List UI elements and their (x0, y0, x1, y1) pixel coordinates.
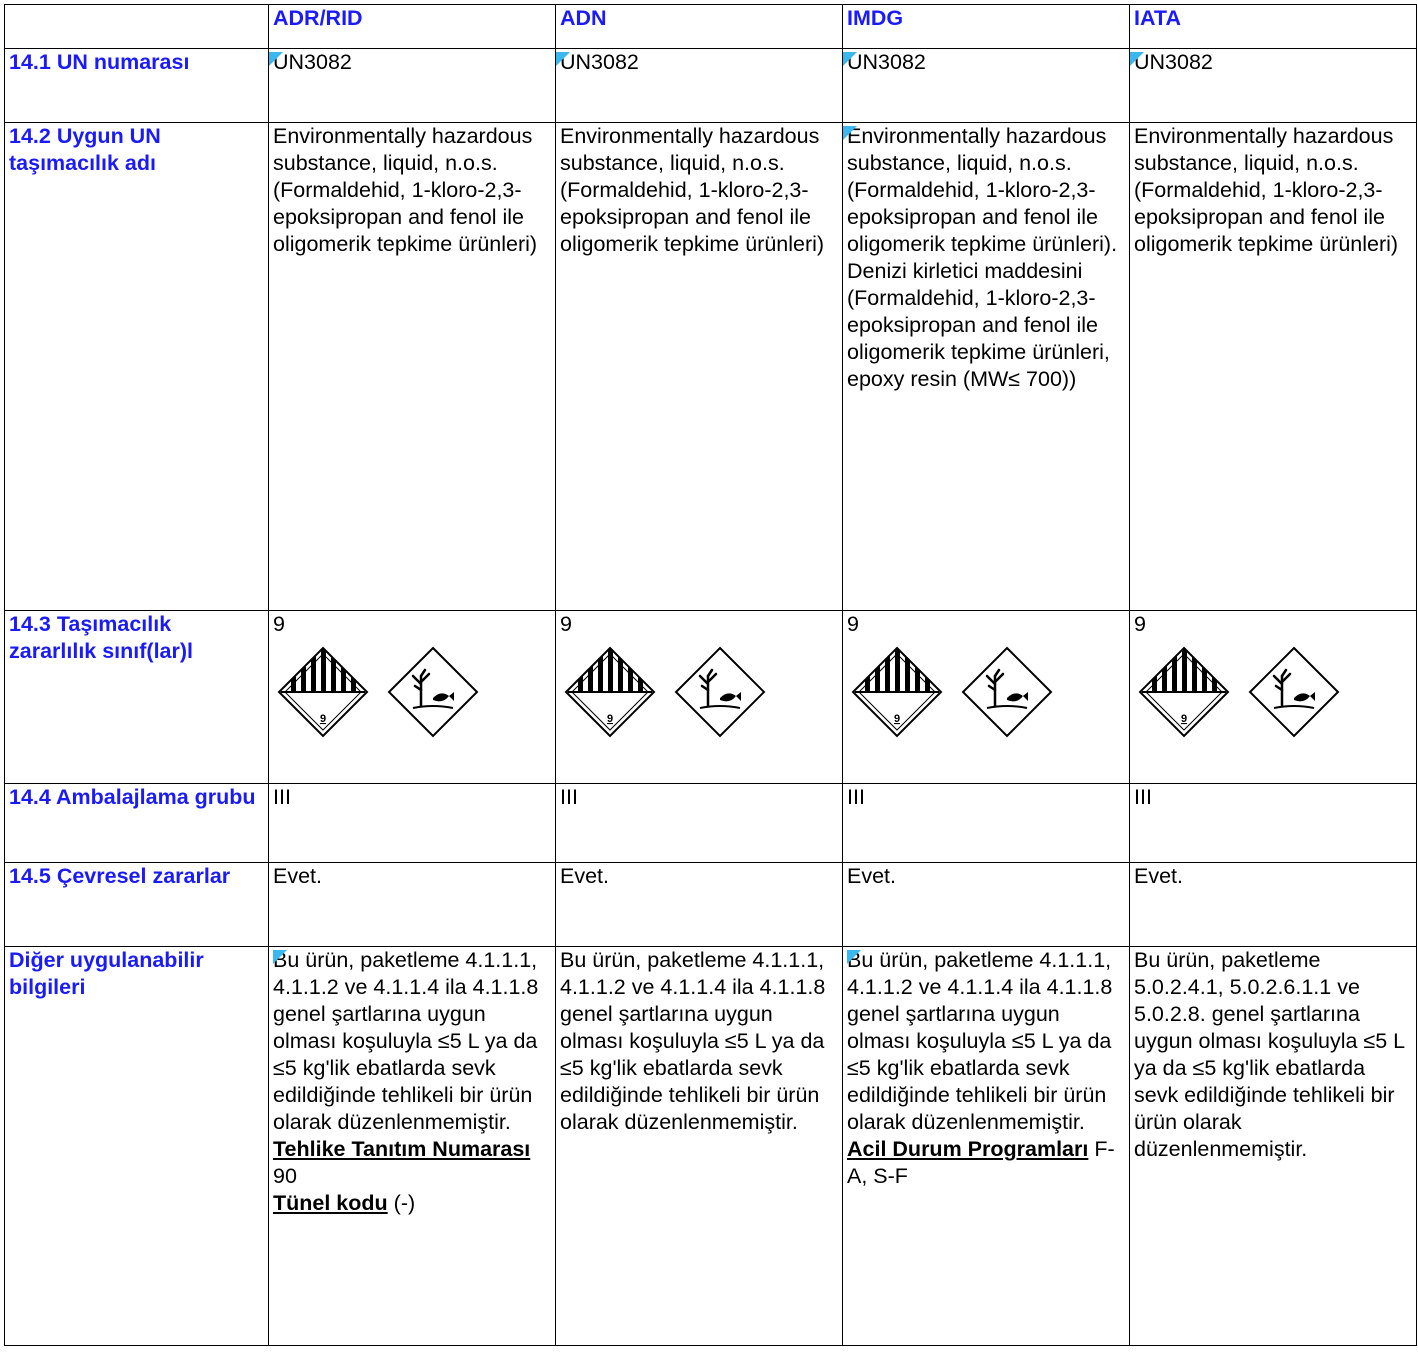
other-info-text: Bu ürün, paketleme 4.1.1.1, 4.1.1.2 ve 4.1.1.4 ila 4.1.1.8 genel şartlarına uygun olması koşuluyla ≤5 L ya da ≤5 kg'lik ebatlarda sevk edildiğinde tehlikeli bir ürün olarak düzenlenmemiştir. (847, 947, 1125, 1136)
header-row (5, 5, 1417, 49)
svg-text:9: 9 (606, 713, 614, 725)
environment-hazard-icon (674, 646, 766, 738)
row-label-hazard-class: 14.3 Taşımacılık zararlılık sınıf(lar)l (5, 611, 269, 784)
row-other-info (5, 947, 1417, 1346)
packing-group-imdg: III (843, 784, 1130, 863)
packing-group-adn: III (556, 784, 843, 863)
corner-cell (5, 5, 269, 49)
packing-group-iata: III (1130, 784, 1417, 863)
row-label-shipping-name: 14.2 Uygun UN taşımacılık adı (5, 123, 269, 611)
hazard-class-imdg (843, 611, 1130, 784)
environment-hazard-icon (961, 646, 1053, 738)
emergency-schedules-value: F-A, S-F (847, 1137, 1115, 1188)
row-label-packing-group: 14.4 Ambalajlama grubu (5, 784, 269, 863)
svg-text:9: 9 (319, 713, 327, 725)
hazard-class-iata (1130, 611, 1417, 784)
other-info-imdg (843, 947, 1130, 1346)
other-info-adr (269, 947, 556, 1346)
class-9-miscellaneous-icon (564, 646, 656, 738)
transport-info-table (4, 4, 1417, 1346)
col-header-adn: ADN (556, 5, 843, 49)
shipping-name-iata: Environmentally hazardous substance, liquid, n.o.s. (Formaldehid, 1-kloro-2,3-epoksipropan and fenol ile oligomerik tepkime ürünleri) (1130, 123, 1417, 611)
hazard-class-value: 9 (847, 612, 859, 636)
class-9-miscellaneous-icon (851, 646, 943, 738)
shipping-name-adn: Environmentally hazardous substance, liquid, n.o.s. (Formaldehid, 1-kloro-2,3-epoksipropan and fenol ile oligomerik tepkime ürünleri) (556, 123, 843, 611)
row-shipping-name (5, 123, 1417, 611)
tunnel-code (273, 1190, 551, 1217)
col-header-adr-rid: ADR/RID (269, 5, 556, 49)
shipping-name-imdg: Environmentally hazardous substance, liquid, n.o.s. (Formaldehid, 1-kloro-2,3-epoksipropan and fenol ile oligomerik tepkime ürünleri). Denizi kirletici maddesini (Formaldehid, 1-kloro-2,3-epoksipropan and fenol ile oligomerik tepkime ürünleri, epoxy resin (MW≤ 700)) (843, 123, 1130, 611)
hazard-class-value: 9 (273, 612, 285, 636)
un-number-adn: UN3082 (556, 49, 843, 123)
packing-group-adr: III (269, 784, 556, 863)
row-env-hazards (5, 863, 1417, 947)
hazard-id-value: 90 (273, 1164, 297, 1188)
hazard-id-number (273, 1136, 551, 1190)
un-number-imdg: UN3082 (843, 49, 1130, 123)
hazard-class-value: 9 (1134, 612, 1146, 636)
row-label-other-info: Diğer uygulanabilir bilgileri (5, 947, 269, 1346)
other-info-iata: Bu ürün, paketleme 5.0.2.4.1, 5.0.2.6.1.1 ve 5.0.2.8. genel şartlarına uygun olması koşuluyla ≤5 L ya da ≤5 kg'lik ebatlarda sevk edildiğinde tehlikeli bir ürün olarak düzenlenmemiştir. (1130, 947, 1417, 1346)
tunnel-code-label: Tünel kodu (273, 1191, 388, 1215)
row-label-un-number: 14.1 UN numarası (5, 49, 269, 123)
env-hazards-adr: Evet. (269, 863, 556, 947)
un-number-iata: UN3082 (1130, 49, 1417, 123)
class-9-miscellaneous-icon (277, 646, 369, 738)
emergency-schedules (847, 1136, 1125, 1190)
environment-hazard-icon (387, 646, 479, 738)
col-header-imdg: IMDG (843, 5, 1130, 49)
hazard-class-adr (269, 611, 556, 784)
environment-hazard-icon (1248, 646, 1340, 738)
svg-text:9: 9 (893, 713, 901, 725)
hazard-class-value: 9 (560, 612, 572, 636)
env-hazards-iata: Evet. (1130, 863, 1417, 947)
class-9-miscellaneous-icon (1138, 646, 1230, 738)
env-hazards-adn: Evet. (556, 863, 843, 947)
row-hazard-class (5, 611, 1417, 784)
other-info-adn: Bu ürün, paketleme 4.1.1.1, 4.1.1.2 ve 4.1.1.4 ila 4.1.1.8 genel şartlarına uygun olması koşuluyla ≤5 L ya da ≤5 kg'lik ebatlarda sevk edildiğinde tehlikeli bir ürün olarak düzenlenmemiştir. (556, 947, 843, 1346)
col-header-iata: IATA (1130, 5, 1417, 49)
emergency-schedules-label: Acil Durum Programları (847, 1137, 1089, 1161)
row-label-env-hazards: 14.5 Çevresel zararlar (5, 863, 269, 947)
tunnel-code-value: (-) (393, 1191, 416, 1215)
un-number-adr: UN3082 (269, 49, 556, 123)
env-hazards-imdg: Evet. (843, 863, 1130, 947)
shipping-name-adr: Environmentally hazardous substance, liquid, n.o.s. (Formaldehid, 1-kloro-2,3-epoksipropan and fenol ile oligomerik tepkime ürünleri) (269, 123, 556, 611)
hazard-id-label: Tehlike Tanıtım Numarası (273, 1137, 531, 1161)
other-info-text: Bu ürün, paketleme 4.1.1.1, 4.1.1.2 ve 4.1.1.4 ila 4.1.1.8 genel şartlarına uygun olması koşuluyla ≤5 L ya da ≤5 kg'lik ebatlarda sevk edildiğinde tehlikeli bir ürün olarak düzenlenmemiştir. (273, 947, 551, 1136)
row-packing-group (5, 784, 1417, 863)
svg-text:9: 9 (1180, 713, 1188, 725)
hazard-class-adn (556, 611, 843, 784)
row-un-number (5, 49, 1417, 123)
